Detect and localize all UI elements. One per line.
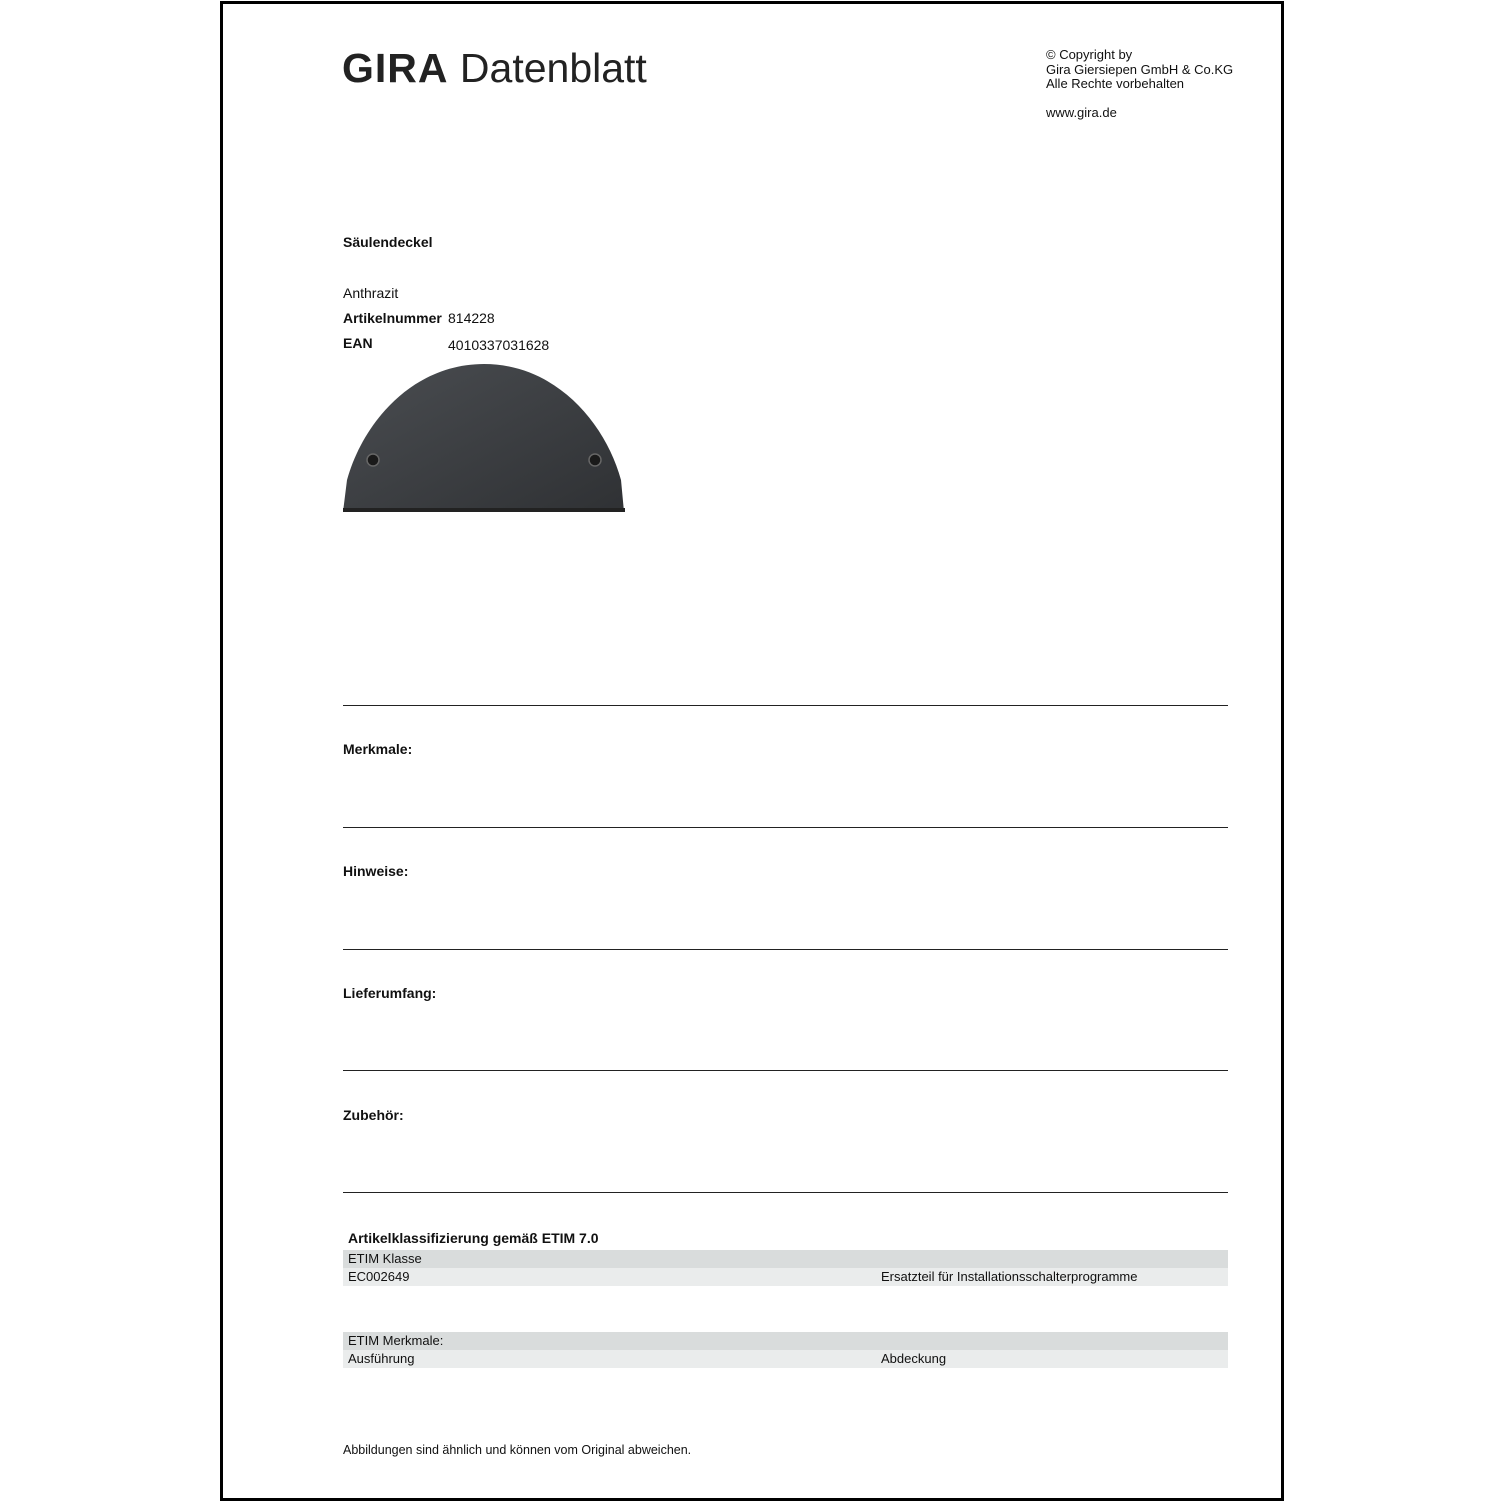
section-lieferumfang: Lieferumfang: (343, 985, 437, 1001)
etim-class-header: ETIM Klasse (348, 1251, 422, 1266)
divider (343, 1192, 1228, 1193)
etim-feature-value: Abdeckung (881, 1351, 947, 1366)
etim-class-header-row (343, 1250, 1228, 1268)
divider (343, 827, 1228, 828)
copyright-line-3: Alle Rechte vorbehalten (1046, 76, 1185, 91)
copyright-line-1: © Copyright by (1046, 47, 1133, 62)
article-number-value: 814228 (448, 310, 495, 326)
footer-disclaimer: Abbildungen sind ähnlich und können vom Original abweichen. (343, 1443, 692, 1457)
screw-hole-left (367, 454, 379, 466)
etim-title: Artikelklassifizierung gemäß ETIM 7.0 (348, 1230, 599, 1246)
etim-class-row (343, 1268, 1228, 1286)
gira-logo (342, 42, 647, 94)
etim-features-header: ETIM Merkmale: (348, 1333, 444, 1348)
article-number-label: Artikelnummer (343, 310, 442, 326)
article-number-row (343, 310, 495, 326)
etim-class-code: EC002649 (348, 1269, 410, 1284)
website-link[interactable]: www.gira.de (1046, 105, 1117, 120)
section-zubehoer: Zubehör: (343, 1107, 404, 1123)
column-cap-shape (343, 364, 624, 512)
ean-row (343, 335, 549, 351)
copyright-line-2: Gira Giersiepen GmbH & Co.KG (1046, 61, 1234, 77)
screw-hole-right (589, 454, 601, 466)
brand-name: GIRA (342, 45, 449, 91)
divider (343, 949, 1228, 950)
section-merkmale: Merkmale: (343, 741, 413, 757)
cap-edge (343, 508, 625, 512)
divider (343, 705, 1228, 706)
etim-class-desc: Ersatzteil für Installationsschalterprogramme (881, 1269, 1138, 1284)
section-hinweise: Hinweise: (343, 863, 409, 879)
ean-label: EAN (343, 335, 373, 351)
doc-type: Datenblatt (459, 45, 647, 91)
etim-feature-name: Ausführung (348, 1351, 415, 1366)
product-name: Säulendeckel (343, 234, 433, 250)
etim-feature-row (343, 1350, 1228, 1368)
product-image (343, 362, 625, 514)
etim-features-header-row (343, 1332, 1228, 1350)
divider (343, 1070, 1228, 1071)
ean-value: 4010337031628 (448, 337, 550, 353)
product-variant: Anthrazit (343, 285, 399, 301)
copyright-block (1046, 48, 1233, 92)
